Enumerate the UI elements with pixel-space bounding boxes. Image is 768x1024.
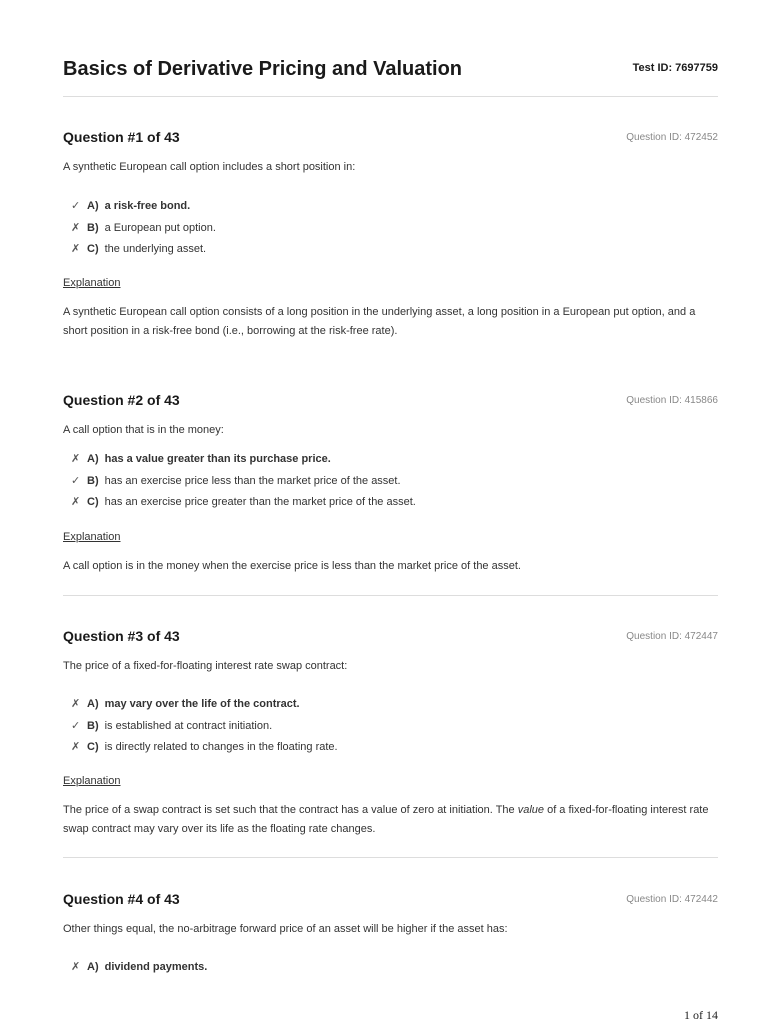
option-text: is established at contract initiation. [104, 719, 273, 732]
question-divider [63, 595, 718, 596]
explanation-text [63, 801, 718, 839]
option-c [71, 740, 338, 762]
option-text: a European put option. [104, 221, 216, 234]
option-text: is directly related to changes in the floating rate. [104, 741, 338, 753]
question-2 [63, 392, 718, 572]
cross-icon: ✗ [71, 496, 81, 508]
option-a [71, 960, 207, 982]
option-letter: B) [87, 719, 99, 732]
check-icon: ✓ [71, 474, 81, 487]
option-letter: A) [87, 453, 99, 465]
question-title: Question #4 of 43 [63, 891, 180, 907]
option-letter: A) [87, 200, 99, 212]
question-id: Question ID: 472452 [626, 132, 718, 143]
cross-icon: ✗ [71, 698, 81, 710]
option-text: dividend payments. [104, 961, 208, 973]
question-text: Other things equal, the no-arbitrage forward price of an asset will be higher if the asset has: [63, 923, 508, 935]
answer-options [71, 960, 207, 982]
question-text: A call option that is in the money: [63, 424, 224, 436]
question-title: Question #3 of 43 [63, 628, 180, 644]
option-b [71, 719, 338, 741]
question-1 [63, 129, 718, 337]
question-id: Question ID: 472442 [626, 894, 718, 905]
cross-icon: ✗ [71, 453, 81, 465]
question-title: Question #1 of 43 [63, 129, 180, 145]
option-text: has an exercise price less than the market price of the asset. [104, 474, 401, 487]
question-3 [63, 628, 718, 835]
explanation-text: A call option is in the money when the exercise price is less than the market price of the asset. [63, 560, 521, 572]
question-text: A synthetic European call option includes a short position in: [63, 161, 356, 173]
cross-icon: ✗ [71, 961, 81, 973]
option-letter: C) [87, 243, 99, 255]
question-divider [63, 857, 718, 858]
explanation-emphasis: value [517, 804, 545, 816]
option-letter: C) [87, 496, 99, 508]
question-text: The price of a fixed-for-floating interest rate swap contract: [63, 660, 348, 672]
answer-options [71, 199, 216, 264]
question-4 [63, 891, 718, 973]
option-text: a risk-free bond. [104, 200, 191, 212]
answer-options [71, 452, 416, 517]
option-a [71, 697, 338, 719]
question-id: Question ID: 472447 [626, 631, 718, 642]
check-icon: ✓ [71, 200, 81, 212]
option-text: has an exercise price greater than the market price of the asset. [104, 496, 416, 508]
option-a [71, 199, 216, 221]
explanation-link[interactable]: Explanation [63, 775, 121, 787]
document-title: Basics of Derivative Pricing and Valuation [63, 58, 463, 80]
question-title: Question #2 of 43 [63, 392, 180, 408]
question-id: Question ID: 415866 [626, 395, 718, 406]
explanation-part: The price of a swap contract is set such that the contract has a value of zero at initiation. The [63, 804, 518, 816]
explanation-link[interactable]: Explanation [63, 277, 121, 289]
option-a [71, 452, 416, 474]
option-c [71, 495, 416, 517]
answer-options [71, 697, 338, 762]
explanation-link[interactable]: Explanation [63, 531, 121, 543]
explanation-text: A synthetic European call option consists of a long position in the underlying asset, a long position in a European put option, and a short position in a risk-free bond (i.e., borrowing at the risk-free rate). [63, 306, 696, 337]
check-icon: ✓ [71, 719, 81, 732]
header-divider [63, 96, 718, 97]
option-letter: A) [87, 698, 99, 710]
option-letter: B) [87, 474, 99, 487]
option-text: has a value greater than its purchase price. [104, 453, 331, 465]
option-text: may vary over the life of the contract. [104, 698, 300, 710]
cross-icon: ✗ [71, 221, 81, 234]
test-id: Test ID: 7697759 [632, 62, 718, 74]
option-b [71, 474, 416, 496]
option-b [71, 221, 216, 243]
document-header [63, 56, 718, 96]
option-text: the underlying asset. [104, 243, 207, 255]
cross-icon: ✗ [71, 741, 81, 753]
page-number: 1 of 14 [684, 1008, 718, 1022]
cross-icon: ✗ [71, 243, 81, 255]
option-letter: A) [87, 961, 99, 973]
explanation-part: of a fixed-for-floating interest rate swap contract may vary over its life as the floating rate changes. [63, 804, 709, 835]
option-c [71, 242, 216, 264]
option-letter: C) [87, 741, 99, 753]
option-letter: B) [87, 221, 99, 234]
